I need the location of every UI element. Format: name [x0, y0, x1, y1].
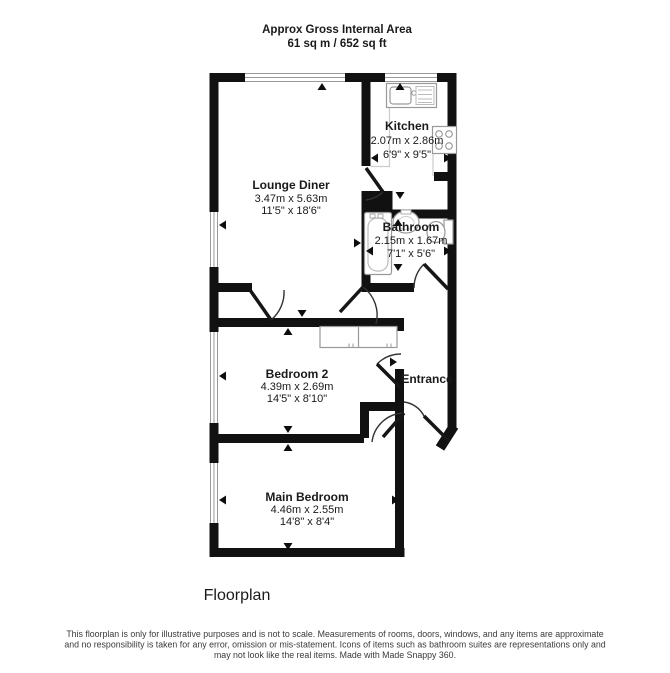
- window-bedroom2-left: [209, 332, 219, 423]
- bedroom2-name: Bedroom 2: [265, 367, 329, 381]
- bathroom-metric: 2.15m x 1.67m: [374, 235, 448, 247]
- arrow-down: [396, 192, 405, 199]
- lounge-door-leaf: [250, 290, 271, 320]
- arrow-down: [394, 264, 403, 271]
- kitchen-door-leaf: [366, 168, 383, 192]
- entry-door-leaf: [424, 416, 449, 441]
- disclaimer-line2: and no responsibility is taken for any error, omission or mis-statement. Icons of items such as bathroom suites are representations only and: [64, 639, 606, 650]
- mainbedroom-name: Main Bedroom: [265, 490, 349, 504]
- bathroom-door-leaf: [424, 264, 448, 289]
- header-area: 61 sq m / 652 sq ft: [287, 38, 387, 50]
- wardrobe-icon: [320, 327, 397, 348]
- bathroom-name: Bathroom: [382, 220, 440, 234]
- room-bedroom2-label: [261, 367, 334, 405]
- arrow-up: [284, 444, 293, 451]
- bedroom2-door-arc: [377, 354, 401, 364]
- arrow-left: [219, 372, 226, 381]
- kitchen-name: Kitchen: [384, 119, 430, 133]
- arrow-left: [371, 154, 378, 163]
- floorplan-caption: Floorplan: [203, 587, 271, 604]
- arrow-up: [284, 328, 293, 335]
- disclaimer: [64, 629, 605, 660]
- window-kitchen-top: [385, 73, 437, 83]
- arrow-right: [354, 239, 361, 248]
- window-lounge-left: [209, 212, 219, 267]
- kitchen-metric: 2.07m x 2.86m: [370, 135, 444, 147]
- arrow-right: [390, 358, 397, 367]
- sink-drainer-icon: [387, 84, 437, 108]
- arrow-left: [219, 496, 226, 505]
- room-mainbedroom-label: [265, 490, 348, 528]
- disclaimer-line3: may not look like the real items. Made with Made Snappy 360.: [213, 650, 457, 660]
- header-title: Approx Gross Internal Area: [262, 24, 412, 36]
- entry-door-arc: [404, 402, 424, 416]
- window-mainbedroom-left: [209, 463, 219, 523]
- kitchen-imperial: 6'9" x 9'5": [382, 149, 432, 161]
- window-lounge-top: [245, 73, 345, 83]
- arrow-up: [318, 83, 327, 90]
- lounge-metric: 3.47m x 5.63m: [254, 193, 328, 205]
- lounge-imperial: 11'5" x 18'6": [261, 205, 321, 217]
- lounge-door-arc: [271, 290, 284, 320]
- arrow-down: [298, 310, 307, 317]
- entrance-name: Entrance: [401, 372, 453, 386]
- mainbedroom-imperial: 14'8" x 8'4": [279, 516, 335, 528]
- disclaimer-line1: This floorplan is only for illustrative purposes and is not to scale. Measurements of rooms, doors, windows, and any items are approximate: [66, 629, 604, 639]
- hall-door-leaf: [340, 287, 363, 312]
- mainbedroom-metric: 4.46m x 2.55m: [270, 504, 344, 516]
- lounge-name: Lounge Diner: [252, 178, 330, 192]
- bathroom-door-arc: [414, 264, 424, 288]
- bathroom-imperial: 7'1" x 5'6": [386, 248, 436, 260]
- arrow-down: [284, 426, 293, 433]
- arrow-left: [219, 221, 226, 230]
- room-lounge-label: [252, 178, 330, 217]
- bedroom2-imperial: 14'5" x 8'10": [266, 393, 328, 405]
- bedroom2-metric: 4.39m x 2.69m: [260, 381, 334, 393]
